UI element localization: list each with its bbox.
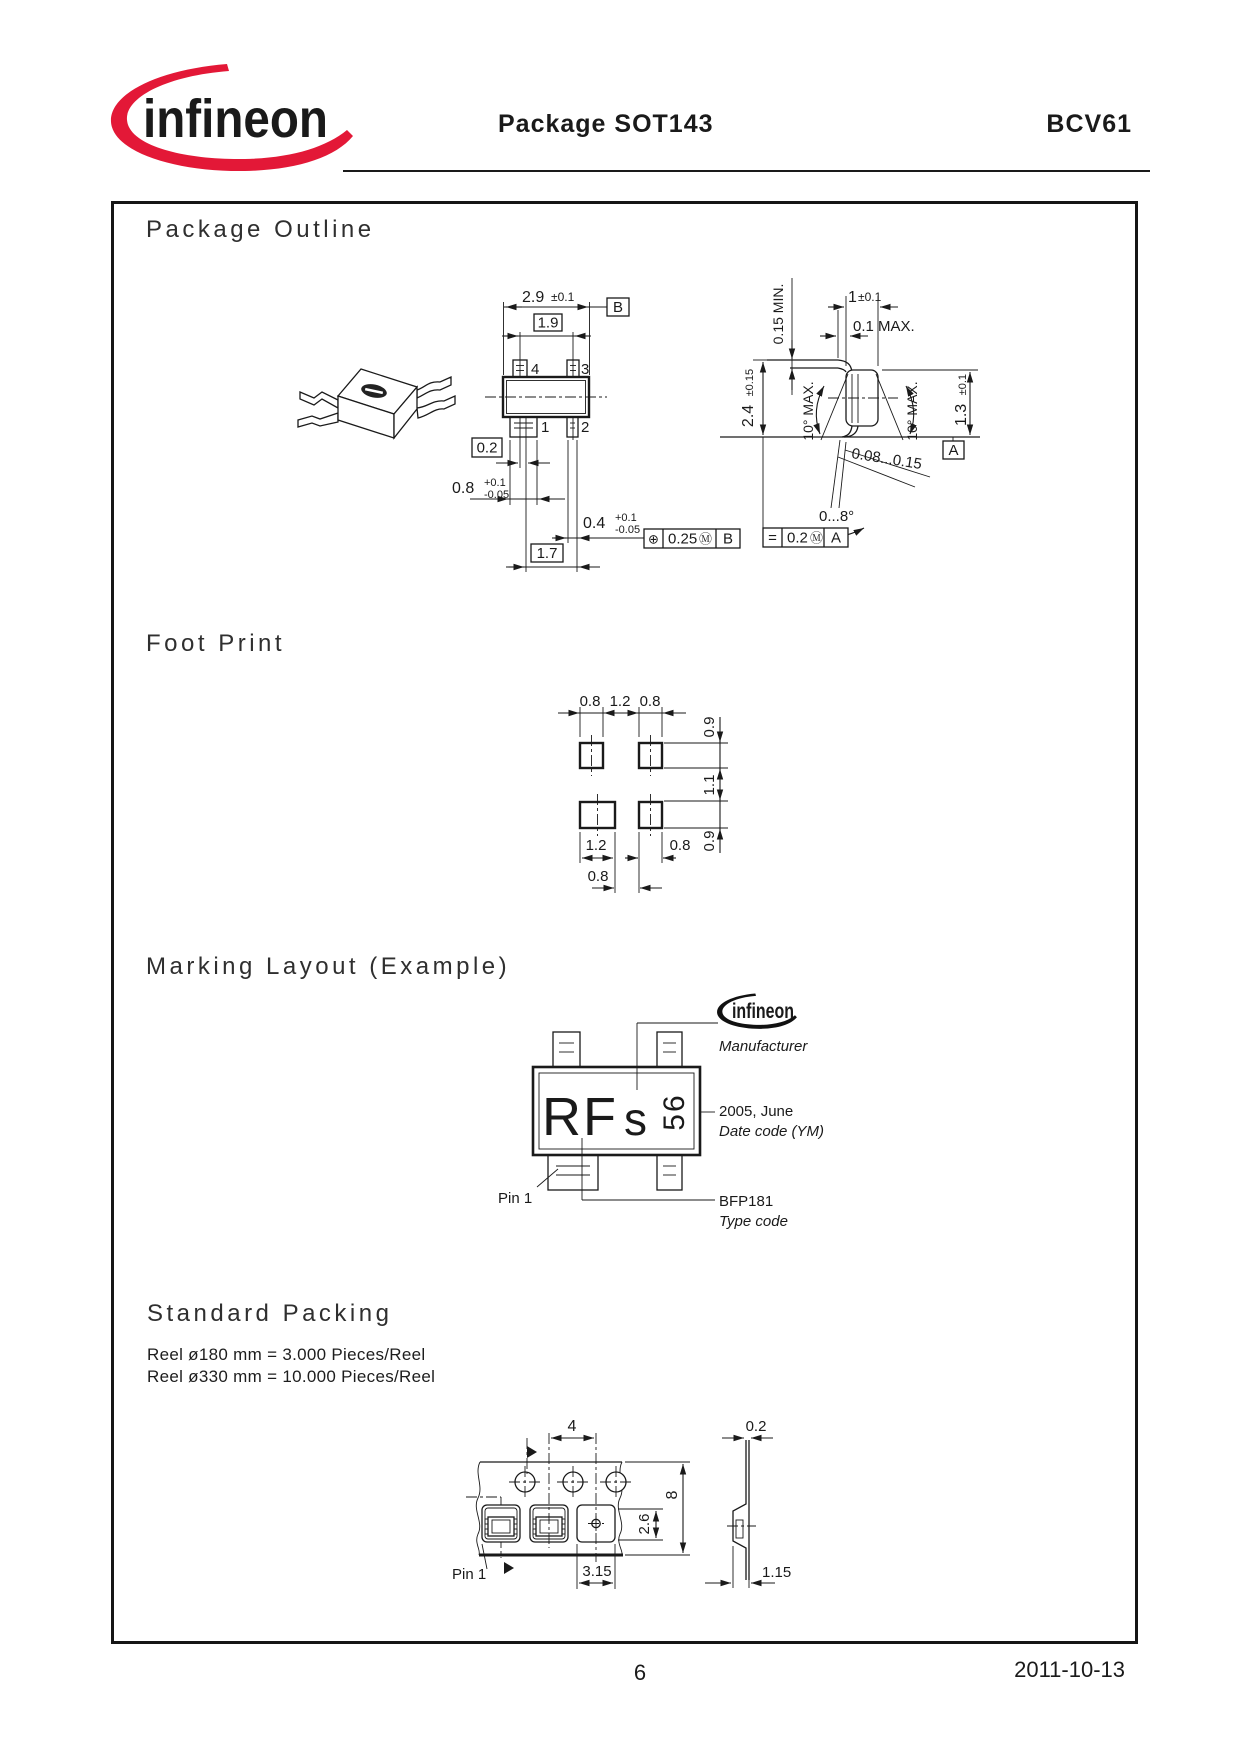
svg-text:Ⓜ: Ⓜ	[810, 530, 824, 546]
marking-logo-text: infineon	[732, 1000, 794, 1023]
type-code-label: Type code	[719, 1213, 788, 1230]
marking-logo	[717, 994, 797, 1029]
dim-label: 4	[567, 1418, 577, 1435]
datum-a-label: A	[948, 442, 959, 459]
pin-label: 3	[581, 361, 590, 378]
pin1-label: Pin 1	[452, 1566, 487, 1583]
direction-arrow-icon	[527, 1446, 537, 1458]
date-code-value: 2005, June	[719, 1103, 794, 1120]
dim-tol: ±0.1	[957, 373, 969, 396]
marking-code-56: 56	[658, 1093, 691, 1131]
top-view	[452, 289, 644, 572]
section-standard-packing: Standard Packing	[147, 1300, 393, 1327]
tape-drawing	[400, 1400, 820, 1600]
date-code-label: Date code (YM)	[719, 1123, 825, 1140]
svg-text:=: =	[768, 529, 777, 547]
packing-reel-180: Reel ø180 mm = 3.000 Pieces/Reel	[147, 1345, 426, 1364]
dim-label: 0.8	[452, 480, 475, 497]
datum-b-label: B	[612, 299, 624, 316]
dim-label: 3.15	[582, 1563, 612, 1580]
section-package-outline: Package Outline	[146, 216, 375, 243]
svg-text:Ⓜ: Ⓜ	[699, 531, 713, 547]
dim-tol: ±0.1	[551, 290, 575, 304]
svg-text:B: B	[722, 530, 734, 548]
dim-label: 0.8	[579, 693, 601, 710]
dim-label: 0.15 MIN.	[770, 283, 786, 345]
dim-tol: ±0.1	[858, 290, 882, 304]
direction-arrow-icon	[504, 1562, 514, 1574]
svg-text:2.4 ±0.15	[740, 369, 757, 427]
page-title: Package SOT143	[498, 110, 714, 138]
dim-tol: ±0.15	[744, 368, 756, 397]
dim-label: 1.15	[762, 1564, 792, 1581]
package-outline-drawing	[270, 250, 990, 580]
type-code-value: BFP181	[719, 1193, 774, 1210]
logo-text: infineon	[143, 89, 328, 149]
dim-label: 0.4	[583, 515, 606, 532]
dim-label: 2.9	[522, 289, 545, 306]
dim-tol: -0.05	[484, 489, 510, 501]
dim-label: 1.2	[609, 693, 631, 710]
packing-reel-330: Reel ø330 mm = 10.000 Pieces/Reel	[147, 1367, 436, 1386]
dim-label: 1.9	[537, 314, 559, 332]
dim-label: 10° MAX.	[800, 381, 816, 441]
pin-label: 2	[581, 419, 590, 436]
pin1-label: Pin 1	[498, 1190, 533, 1207]
marking-drawing	[430, 985, 880, 1245]
dim-label: 10° MAX.	[904, 381, 920, 441]
dim-label: 1.2	[585, 837, 607, 854]
infineon-logo	[100, 55, 360, 180]
header-rule	[343, 170, 1150, 172]
dim-label: 0...8°	[819, 508, 855, 525]
dim-label: 1	[848, 289, 857, 306]
part-number: BCV61	[1046, 110, 1132, 138]
dim-label: 0.08...0.15	[850, 445, 924, 474]
dim-label: 0.1 MAX.	[853, 318, 915, 335]
dim-label: 1.1	[701, 774, 718, 796]
isometric-view	[298, 369, 455, 438]
dim-label: 0.8	[587, 868, 609, 885]
pin-label: 4	[531, 361, 540, 378]
svg-text:⊕: ⊕	[648, 531, 659, 547]
dim-label: 0.8	[669, 837, 691, 854]
pin-label: 1	[541, 419, 550, 436]
manufacturer-label: Manufacturer	[719, 1038, 808, 1055]
fcf-position	[644, 529, 740, 548]
tape-side-view	[705, 1418, 791, 1588]
footprint-drawing	[480, 685, 760, 905]
dim-tol: -0.05	[615, 524, 641, 536]
dim-label: 2.4	[740, 404, 757, 428]
section-marking-layout: Marking Layout (Example)	[146, 953, 511, 980]
dim-label: 0.9	[701, 716, 718, 738]
section-foot-print: Foot Print	[146, 630, 286, 657]
side-view	[644, 278, 980, 548]
dim-label: 1.3	[953, 403, 970, 427]
fcf-coplanarity	[763, 528, 848, 547]
sprocket-holes	[509, 1466, 632, 1498]
dim-label: 2.6	[636, 1513, 653, 1535]
dim-label: 8	[664, 1490, 681, 1500]
marking-code-s: s	[624, 1093, 647, 1145]
marking-code-rf: RF	[542, 1087, 618, 1147]
dim-label: 0.9	[701, 830, 718, 852]
svg-text:0.25: 0.25	[668, 530, 698, 548]
dim-tol: +0.1	[484, 477, 506, 489]
svg-text:1.3 ±0.1	[953, 374, 970, 426]
svg-text:A: A	[830, 529, 842, 547]
dim-label: 1.7	[536, 545, 558, 562]
dim-label: 0.8	[639, 693, 661, 710]
dim-tol: +0.1	[615, 512, 637, 524]
svg-text:0.2: 0.2	[787, 529, 808, 547]
footer-date: 2011-10-13	[1014, 1657, 1125, 1682]
dim-label: 0.2	[745, 1418, 767, 1435]
dim-label: 0.2	[476, 439, 498, 457]
tape-pockets	[482, 1505, 615, 1542]
page-number: 6	[633, 1660, 647, 1685]
